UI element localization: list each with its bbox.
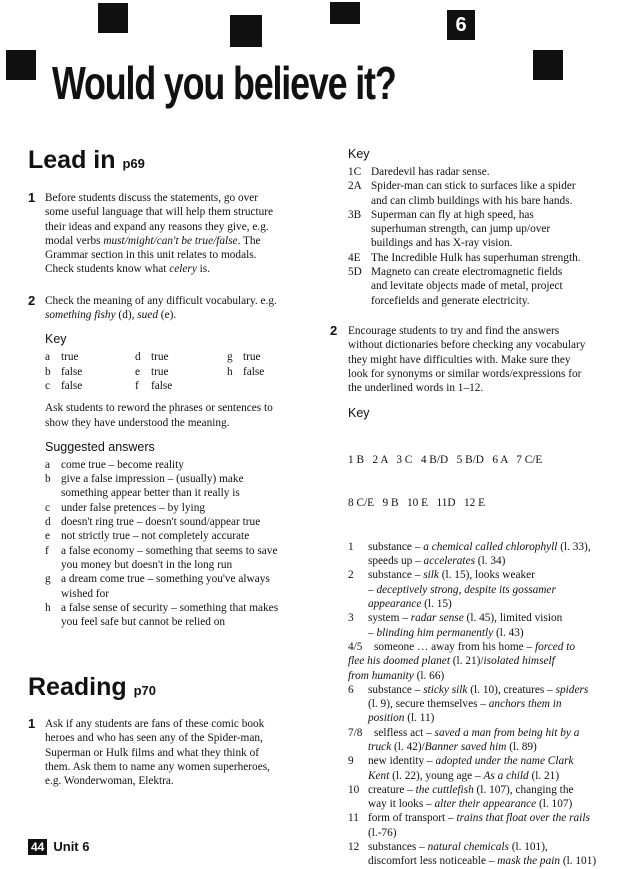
lead-in-heading: Lead in p69 [28,146,145,174]
list-item: d doesn't ring true – doesn't sound/appear true [45,516,261,529]
list-item: 11 form of transport – trains that float over the rails (l.-76) [348,812,590,839]
key-list [348,165,630,308]
text-line-modal-verbs: modal verbs must/might/can't be true/false. The [45,234,261,247]
suggested-answers-heading: Suggested answers [45,439,155,454]
item-number: 2 [330,322,338,338]
key-item [227,379,317,393]
item-number: 2 [28,292,36,308]
list-item: 6 substance – sticky silk (l. 10), creatures – spiders (l. 9), secure themselves – anchors them in position (l. 11) [348,683,589,725]
key-item: a true [45,351,79,364]
list-item: 9 new identity – adopted under the name Clark Kent (l. 22), young age – As a child (l. 21) [348,755,574,782]
reading-section [28,672,313,788]
key-grid [45,350,313,393]
reading-item-2: 2 Encourage students to try and find the answers without dictionaries before checking any vocabulary they might have difficulties with. Make sure they look for synonyms or similar words/expressions for the underlined words in 1–12. Key 1 B 2 A 3 C 4 B/D 5 B/D 6 A 7 C/E 8 C/E 9 B 10 E 11D 12 E 1 substance – a chemical called chlorophyll (l. 33), speeds up – accelerates (l. 34) 2 substance – silk (l. 15), looks weaker – deceptively strong, despite its gossamer appearance (l. 15) 3 system – radar sense (l. 45), limited vision – blinding him permanently (l. 43) 4/5 someone … away from his home – forced to flee his doomed planet (l. 21)/isolated himself from humanity (l. 66) 6 substance – sticky silk (l. 10), creatures – spiders (l. 9), secure themselves – anchors them in position (l. 11) 7/8 selfless act – saved a man from being hit by a truck (l. 42)/Banner saved him (l. 89) 9 new identity – adopted under the name Clark Kent (l. 22), young age – As a child (l. 21) 10 creature – the cuttlefish (l. 107), changing the way it looks – alter their appearance (l. 107) 11 form of transport – trains that float over the rails (l.-76) 12 substances – natural chemicals (l. 101), discomfort less noticeable – mask the pain (l. 101) [330,324,630,869]
key-item: e true [135,365,169,378]
item-number: 1 [28,190,36,205]
list-item: g a dream come true – something you've always wished for [45,573,270,600]
reading-item-1: 1 Ask if any students are fans of these comic book heroes and who has seen any of the Spider-man, Superman or Hulk films and what they think of them. Ask them to name any women superheroes, e.g. Wonderwoman, Elektra. [28,716,270,788]
list-item: 12 substances – natural chemicals (l. 101), discomfort less noticeable – mask the pain (l. 101) [348,841,597,868]
reading-heading: Reading p70 [28,673,156,701]
page-footer [28,839,89,855]
lead-in-item-2: 2 Check the meaning of any difficult vocabulary. e.g. something fishy (d), sued (e). Key a true d true g true b false e true h false c false f false Ask students to reword the phrases or sentences to show they have understood the meaning. Suggested answers a come true – become reality b give a false impression – (usually) make something appear better than it really is c under false pretences – by lying d doesn't ring true – doesn't sound/appear true e not strictly true – not completely accurate f a false economy – something that seems to save you money but doesn't in the long run g a dream come true – something you've always wished for h a false sense of security – something that makes you feel safe but cannot be relied on [28,294,313,630]
text-line-fishy: something fishy (d), sued (e). [45,309,177,322]
decorative-square [533,50,563,80]
key-heading: Key [348,147,370,161]
decorative-square [98,3,128,33]
list-item: 2 substance – silk (l. 15), looks weaker – deceptively strong, despite its gossamer appearance (l. 15) [348,569,556,611]
item-number: 1 [28,716,36,731]
unit-number-badge: 6 [447,10,475,40]
list-item: h a false sense of security – something that makes you feel safe but cannot be relied on [45,601,279,629]
list-item: 7/8 selfless act – saved a man from being hit by a truck (l. 42)/Banner saved him (l. 89) [348,726,580,753]
key-item: h false [227,365,265,378]
key-item: b false [45,365,83,378]
list-item: e not strictly true – not completely accurate [45,530,250,543]
lead-in-item-1: 1 Before students discuss the statements, go over some useful language that will help them structure their ideas and expand any reasons they give, e.g. modal verbs must/might/can't be true/false. The Grammar section in this unit relates to modals. Check students know what celery is. [28,191,313,277]
key-heading: Key [348,406,370,421]
list-item: f a false economy – something that seems to save you money but doesn't in the long run [45,544,278,571]
key-item: g true [227,351,261,364]
list-item: b give a false impression – (usually) make something appear better than it really is [45,473,244,500]
page-number: 44 [28,839,47,855]
decorative-square [230,15,262,47]
page-title: Would you believe it? [52,57,396,109]
list-item: 2A Spider-man can stick to surfaces like a spider and can climb buildings with his bare hands. [348,180,576,207]
left-column [28,145,313,629]
list-item: 1 substance – a chemical called chlorophyll (l. 33), speeds up – accelerates (l. 34) [348,540,591,568]
key-answers: 1 B 2 A 3 C 4 B/D 5 B/D 6 A 7 C/E 8 C/E 9 B 10 E 11D 12 E [348,454,543,509]
list-item: c under false pretences – by lying [45,501,205,514]
decorative-square [330,2,360,24]
decorative-square [6,50,36,80]
list-item: 4/5 someone … away from his home – forced to flee his doomed planet (l. 21)/isolated himself from humanity (l. 66) [348,640,576,682]
suggested-answers-list [45,458,313,630]
list-item: 10 creature – the cuttlefish (l. 107), changing the way it looks – alter their appearance (l. 107) [348,783,574,811]
right-column [330,146,630,869]
unit-label: Unit 6 [53,839,90,854]
list-item: 3B Superman can fly at high speed, has superhuman strength, can jump up/over buildings and has X-ray vision. [348,208,551,250]
list-item: 3 system – radar sense (l. 45), limited vision – blinding him permanently (l. 43) [348,612,563,639]
key-item: d true [135,351,169,364]
list-item: 1C Daredevil has radar sense. [348,166,490,178]
reword-text: Ask students to reword the phrases or sentences to show they have understood the meaning. [45,402,273,429]
text-line-celery: Check students know what celery is. [45,263,211,276]
key-heading: Key [45,332,67,347]
answers-list [348,540,630,869]
list-item: a come true – become reality [45,458,184,471]
key-item: c false [45,379,83,392]
list-item: 5D Magneto can create electromagnetic fields and levitate objects made of metal, project forcefields and generate electricity. [348,266,563,307]
key-item: f false [135,379,173,392]
list-item: 4E The Incredible Hulk has superhuman strength. [348,251,581,264]
